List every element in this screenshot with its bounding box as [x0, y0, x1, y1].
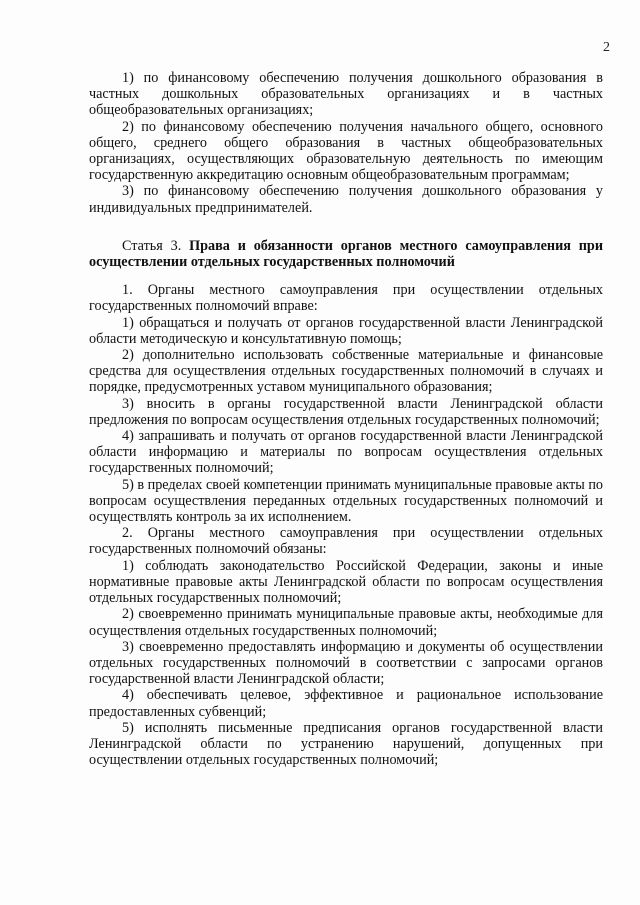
- section2-item-2: 2) своевременно принимать муниципальные правовые акты, необходимые для осуществления отдельных государственных полномочий;: [89, 606, 603, 639]
- section2-item-5: 5) исполнять письменные предписания органов государственной власти Ленинградской области по устранению нарушений, допущенных при осуществлении отдельных государственных полномочий;: [89, 719, 603, 769]
- spacer: [89, 216, 603, 238]
- spacer: [89, 270, 603, 282]
- list-a-item-2: 2) по финансовому обеспечению получения начального общего, основного общего, среднего общего образования в частных общеобразовательных организациях, осуществляющих образовательную деятельность по имеющим государственную аккредитацию основным общеобразовательным программам;: [89, 118, 603, 184]
- section2-item-1: 1) соблюдать законодательство Российской Федерации, законы и иные нормативные правовые акты Ленинградской области по вопросам осуществления отдельных государственных полномочий;: [89, 557, 603, 607]
- section2-intro: 2. Органы местного самоуправления при осуществлении отдельных государственных полномочий обязаны:: [89, 525, 603, 558]
- section2-item-4: 4) обеспечивать целевое, эффективное и рациональное использование предоставленных субвенций;: [89, 687, 603, 720]
- section2-item-3: 3) своевременно предоставлять информацию и документы об осуществлении отдельных государственных полномочий в соответствии с запросами органов государственной власти Ленинградской области;: [89, 638, 603, 688]
- article-title: Права и обязанности органов местного самоуправления при осуществлении отдельных государственных полномочий: [89, 237, 604, 271]
- section1-item-2: 2) дополнительно использовать собственные материальные и финансовые средства для осуществления отдельных государственных полномочий в случаях и порядке, предусмотренных уставом муниципального образования;: [89, 347, 603, 396]
- list-a-item-3: 3) по финансовому обеспечению получения дошкольного образования у индивидуальных предпринимателей.: [89, 183, 603, 216]
- list-a-item-1: 1) по финансовому обеспечению получения дошкольного образования в частных дошкольных образовательных организациях и в частных общеобразовательных организациях;: [89, 70, 603, 119]
- section1-item-1: 1) обращаться и получать от органов государственной власти Ленинградской области методическую и консультативную помощь;: [89, 314, 603, 347]
- section1-intro: 1. Органы местного самоуправления при осуществлении отдельных государственных полномочий вправе:: [89, 282, 603, 315]
- page-number: 2: [603, 40, 610, 55]
- section1-item-5: 5) в пределах своей компетенции принимать муниципальные правовые акты по вопросам осуществления переданных отдельных государственных полномочий и осуществлять контроль за их исполнением.: [89, 476, 604, 526]
- section1-item-3: 3) вносить в органы государственной власти Ленинградской области предложения по вопросам осуществления отдельных государственных полномочий;: [89, 395, 603, 428]
- document-body: [89, 70, 603, 768]
- section1-item-4: 4) запрашивать и получать от органов государственной власти Ленинградской области информацию и материалы по вопросам осуществления отдельных государственных полномочий;: [89, 428, 603, 477]
- article-prefix: Статья 3.: [122, 237, 182, 254]
- article-heading: [89, 238, 603, 270]
